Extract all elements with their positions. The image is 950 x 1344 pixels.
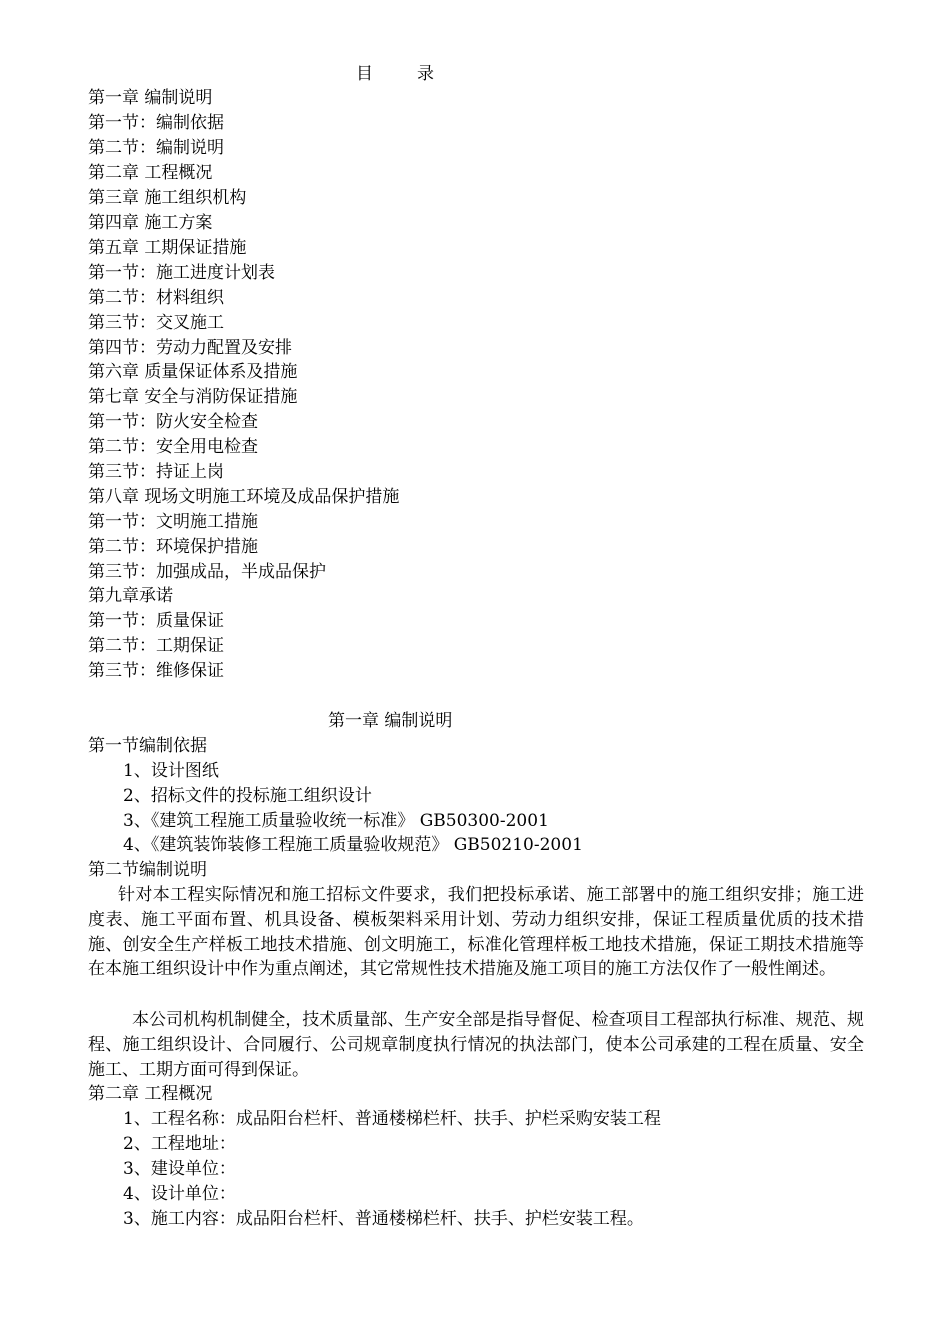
toc-item: 第二节：材料组织	[88, 288, 224, 308]
toc-item: 第四章 施工方案	[88, 213, 213, 233]
chapter-1-heading: 第一章 编制说明	[328, 711, 453, 731]
basis-item: 3、《建筑工程施工质量验收统一标准》 GB50300-2001	[123, 811, 549, 831]
toc-item: 第一章 编制说明	[88, 88, 213, 108]
toc-item: 第一节：质量保证	[88, 611, 224, 631]
toc-item: 第二节：安全用电检查	[88, 437, 258, 457]
toc-item: 第三节：持证上岗	[88, 462, 224, 482]
chapter-2-heading: 第二章 工程概况	[88, 1084, 213, 1104]
toc-item: 第三节：维修保证	[88, 661, 224, 681]
toc-title-char-1: 目	[356, 64, 373, 84]
paragraph: 针对本工程实际情况和施工招标文件要求，我们把投标承诺、施工部署中的施工组织安排；施工进度表、施工平面布置、机具设备、模板架料采用计划、劳动力组织安排，保证工程质量优质的技术措施、创安全生产样板工地技术措施、创文明施工，标准化管理样板工地技术措施，保证工期技术措施等在本施工组织设计中作为重点阐述，其它常规性技术措施及施工项目的施工方法仅作了一般性阐述。	[88, 885, 864, 980]
section-1-heading: 第一节编制依据	[88, 736, 207, 756]
toc-item: 第一节：文明施工措施	[88, 512, 258, 532]
toc-item: 第七章 安全与消防保证措施	[88, 387, 298, 407]
toc-item: 第二节：工期保证	[88, 636, 224, 656]
toc-item: 第三节：交叉施工	[88, 313, 224, 333]
toc-title-char-2: 录	[417, 64, 434, 84]
toc-item: 第九章承诺	[88, 586, 173, 606]
toc-item: 第四节：劳动力配置及安排	[88, 338, 292, 358]
toc-item: 第一节：施工进度计划表	[88, 263, 275, 283]
toc-item: 第一节：编制依据	[88, 113, 224, 133]
paragraph: 本公司机构机制健全，技术质量部、生产安全部是指导督促、检查项目工程部执行标准、规范、规程、施工组织设计、合同履行、公司规章制度执行情况的执法部门，使本公司承建的工程在质量、安全施工、工期方面可得到保证。	[88, 1010, 864, 1080]
basis-item: 4、《建筑装饰装修工程施工质量验收规范》 GB50210-2001	[123, 835, 583, 855]
toc-item: 第八章 现场文明施工环境及成品保护措施	[88, 487, 400, 507]
toc-item: 第二节：编制说明	[88, 138, 224, 158]
overview-item: 3、施工内容：成品阳台栏杆、普通楼梯栏杆、扶手、护栏安装工程。	[123, 1209, 644, 1229]
basis-item: 1、设计图纸	[123, 761, 219, 781]
toc-item: 第二节：环境保护措施	[88, 537, 258, 557]
toc-item: 第二章 工程概况	[88, 163, 213, 183]
overview-item: 1、工程名称：成品阳台栏杆、普通楼梯栏杆、扶手、护栏采购安装工程	[123, 1109, 661, 1129]
toc-item: 第三章 施工组织机构	[88, 188, 247, 208]
toc-item: 第五章 工期保证措施	[88, 238, 247, 258]
toc-item: 第三节：加强成品，半成品保护	[88, 562, 326, 582]
basis-item: 2、招标文件的投标施工组织设计	[123, 786, 372, 806]
overview-item: 2、工程地址：	[123, 1134, 236, 1154]
toc-item: 第六章 质量保证体系及措施	[88, 362, 298, 382]
toc-item: 第一节：防火安全检查	[88, 412, 258, 432]
section-2-heading: 第二节编制说明	[88, 860, 207, 880]
overview-item: 4、设计单位：	[123, 1184, 236, 1204]
overview-item: 3、建设单位：	[123, 1159, 236, 1179]
toc-title	[356, 62, 434, 87]
